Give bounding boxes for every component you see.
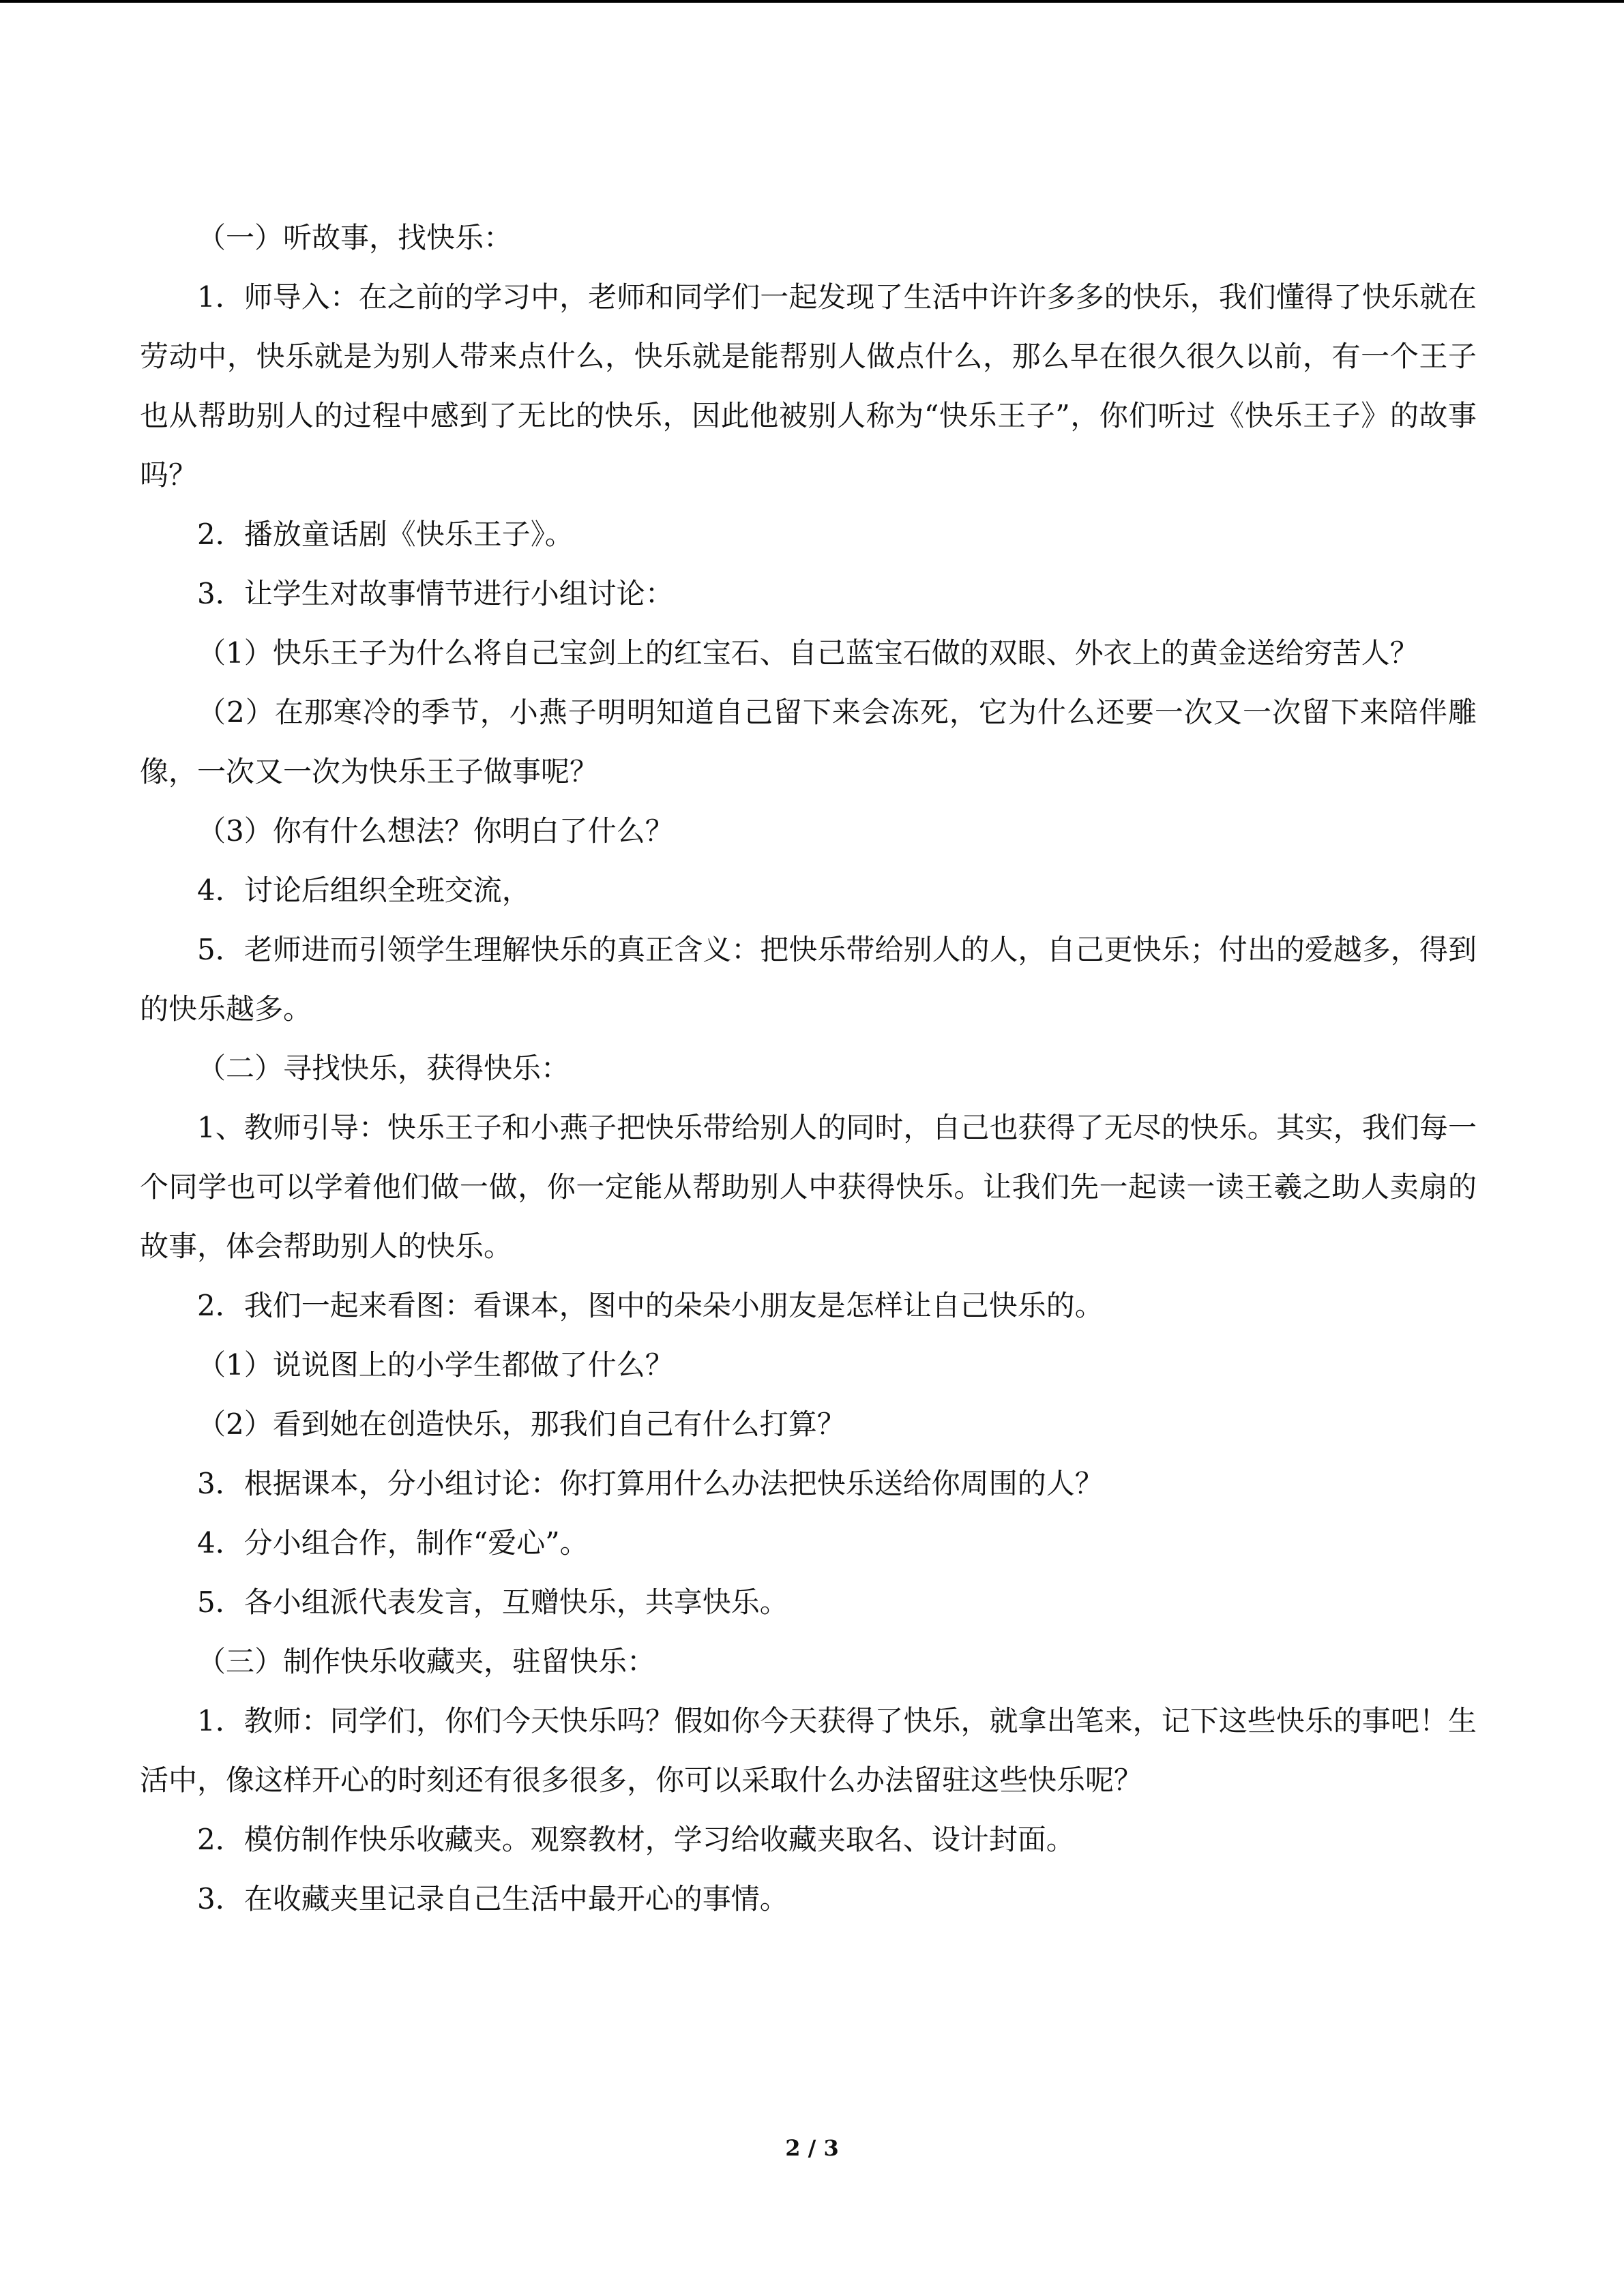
paragraph: （1）说说图上的小学生都做了什么？	[197, 1348, 674, 1382]
paragraph: 2．播放童话剧《快乐王子》。	[197, 518, 574, 551]
paragraph: （2）看到她在创造快乐，那我们自己有什么打算？	[197, 1407, 846, 1441]
paragraph: 1、教师引导：快乐王子和小燕子把快乐带给别人的同时，自己也获得了无尽的快乐。其实，我们每一个同学也可以学着他们做一做，你一定能从帮助别人中获得快乐。让我们先一起读一读王羲之助人卖扇的故事，体会帮助别人的快乐。	[140, 1111, 1477, 1263]
paragraph: 3．在收藏夹里记录自己生活中最开心的事情。	[197, 1882, 788, 1915]
paragraph: 5．各小组派代表发言，互赠快乐，共享快乐。	[197, 1585, 788, 1619]
page-number: 2 / 3	[785, 2135, 839, 2161]
section-heading-2: （二）寻找快乐，获得快乐：	[197, 1052, 570, 1085]
paragraph: 4．分小组合作，制作“爱心”。	[197, 1526, 589, 1560]
paragraph: 1．师导入：在之前的学习中，老师和同学们一起发现了生活中许许多多的快乐，我们懂得了快乐就在劳动中，快乐就是为别人带来点什么，快乐就是能帮别人做点什么，那么早在很久很久以前，有一个王子也从帮助别人的过程中感到了无比的快乐，因此他被别人称为“快乐王子”，你们听过《快乐王子》的故事吗？	[140, 280, 1477, 492]
paragraph: 4．讨论后组织全班交流，	[197, 874, 531, 907]
paragraph: （1）快乐王子为什么将自己宝剑上的红宝石、自己蓝宝石做的双眼、外衣上的黄金送给穷苦人？	[197, 636, 1419, 670]
paragraph: 3．根据课本，分小组讨论：你打算用什么办法把快乐送给你周围的人？	[197, 1467, 1104, 1500]
paragraph: 3．让学生对故事情节进行小组讨论：	[197, 577, 674, 610]
paragraph: 2．我们一起来看图：看课本，图中的朵朵小朋友是怎样让自己快乐的。	[197, 1289, 1104, 1322]
paragraph: 5．老师进而引领学生理解快乐的真正含义：把快乐带给别人的人，自己更快乐；付出的爱越多，得到的快乐越多。	[140, 933, 1477, 1026]
section-heading-3: （三）制作快乐收藏夹，驻留快乐：	[197, 1645, 656, 1678]
paragraph: （3）你有什么想法？你明白了什么？	[197, 814, 674, 848]
paragraph: 1．教师：同学们，你们今天快乐吗？假如你今天获得了快乐，就拿出笔来，记下这些快乐的事吧！生活中，像这样开心的时刻还有很多很多，你可以采取什么办法留驻这些快乐呢？	[140, 1704, 1477, 1797]
paragraph: 2．模仿制作快乐收藏夹。观察教材，学习给收藏夹取名、设计封面。	[197, 1823, 1075, 1856]
paragraph: （2）在那寒冷的季节，小燕子明明知道自己留下来会冻死，它为什么还要一次又一次留下来陪伴雕像，一次又一次为快乐王子做事呢？	[140, 696, 1477, 788]
top-border-line	[0, 0, 1624, 3]
section-heading-1: （一）听故事，找快乐：	[197, 221, 513, 254]
document-body	[140, 208, 1477, 1928]
